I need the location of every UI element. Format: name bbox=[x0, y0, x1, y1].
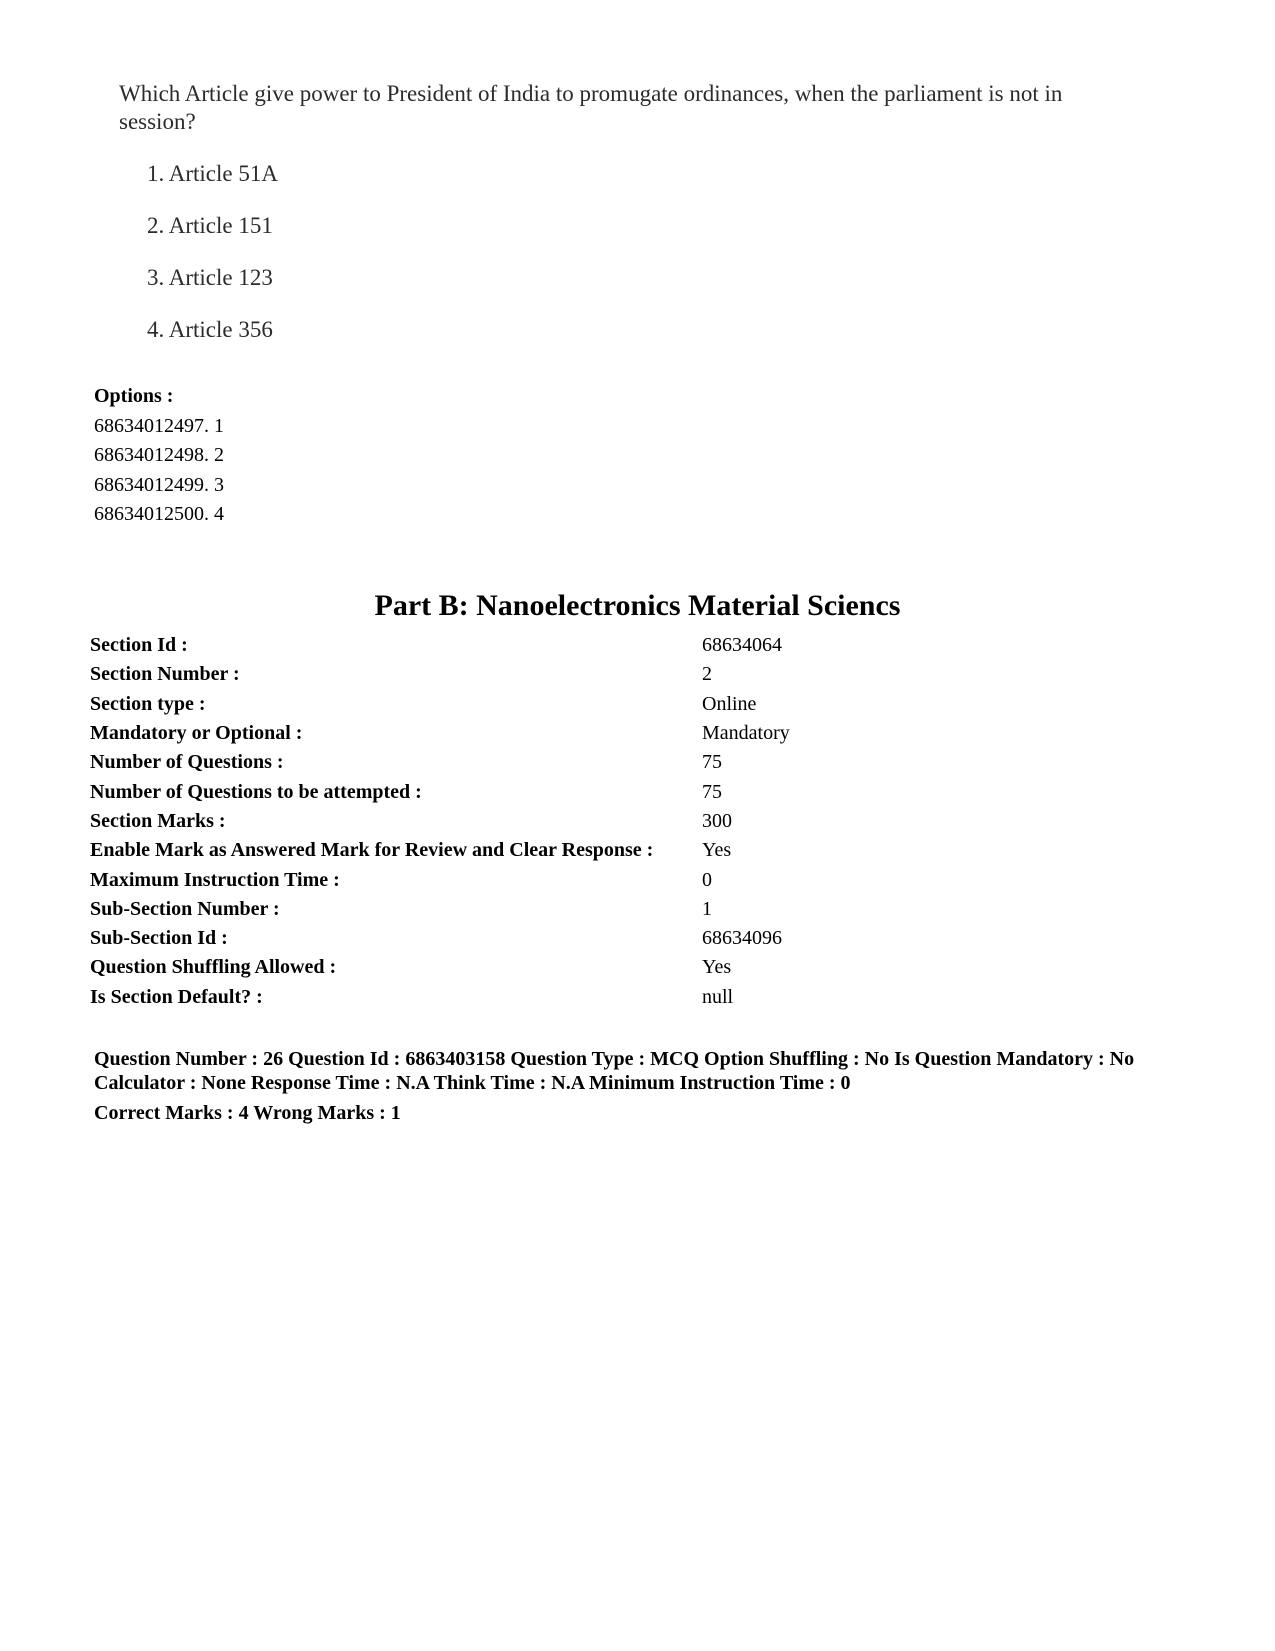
choice-item: 3. Article 123 bbox=[147, 265, 273, 290]
option-item: 68634012497. 1 bbox=[94, 414, 224, 437]
table-row bbox=[90, 748, 790, 777]
table-row bbox=[90, 895, 790, 924]
table-row bbox=[90, 983, 790, 1012]
section-info-key: Section Number : bbox=[90, 663, 240, 686]
section-info-key: Mandatory or Optional : bbox=[90, 722, 303, 745]
section-info-value: 300 bbox=[702, 809, 732, 832]
section-info-value: null bbox=[702, 985, 734, 1008]
section-info-key: Sub-Section Id : bbox=[90, 927, 228, 950]
table-row bbox=[90, 631, 790, 660]
section-info-key: Sub-Section Number : bbox=[90, 897, 280, 920]
section-info-value: 75 bbox=[702, 780, 722, 803]
choice-item: 1. Article 51A bbox=[147, 161, 278, 186]
table-row bbox=[90, 953, 790, 982]
option-item: 68634012500. 4 bbox=[94, 503, 224, 525]
options-block bbox=[94, 382, 224, 530]
option-item: 68634012498. 2 bbox=[94, 444, 224, 466]
section-info-key: Enable Mark as Answered Mark for Review and Clear Response : bbox=[90, 839, 654, 862]
section-info-key: Section Id : bbox=[90, 634, 188, 657]
table-row bbox=[90, 660, 790, 689]
section-info-key: Is Section Default? : bbox=[90, 985, 263, 1008]
table-row bbox=[90, 807, 790, 836]
table-row bbox=[90, 777, 790, 806]
section-info-value: Online bbox=[702, 692, 757, 715]
section-info-key: Number of Questions : bbox=[90, 751, 284, 774]
section-info-value: 68634064 bbox=[702, 634, 782, 657]
choice-item: 4. Article 356 bbox=[147, 317, 273, 342]
section-info-value: 68634096 bbox=[702, 927, 782, 950]
question-text: Which Article give power to President of India to promugate ordinances, when the parliament is not in session? bbox=[119, 81, 1063, 134]
section-info-value: Yes bbox=[702, 956, 732, 979]
table-row bbox=[90, 924, 790, 953]
section-info-key: Number of Questions to be attempted : bbox=[90, 780, 422, 803]
section-info-value: 2 bbox=[702, 663, 712, 686]
table-row bbox=[90, 836, 790, 865]
question-image bbox=[119, 80, 1129, 342]
section-info-key: Section Marks : bbox=[90, 809, 226, 832]
section-info-value: 75 bbox=[702, 751, 722, 774]
table-row bbox=[90, 719, 790, 748]
question-meta: Question Number : 26 Question Id : 6863403158 Question Type : MCQ Option Shuffling : No Is Question Mandatory : No Calculator : None Response Time : N.A Think Time : N.A Minimum Instruction Time : 0 bbox=[94, 1048, 1135, 1094]
table-row bbox=[90, 690, 790, 719]
section-info-key: Question Shuffling Allowed : bbox=[90, 956, 337, 979]
section-info-table bbox=[90, 631, 790, 1012]
option-item: 68634012499. 3 bbox=[94, 473, 224, 496]
section-info-value: 0 bbox=[702, 868, 712, 891]
section-info-value: 1 bbox=[702, 897, 712, 920]
marks-line: Correct Marks : 4 Wrong Marks : 1 bbox=[94, 1102, 401, 1124]
options-heading: Options : bbox=[94, 385, 174, 407]
section-info-key: Maximum Instruction Time : bbox=[90, 868, 340, 891]
section-info-value: Mandatory bbox=[702, 722, 790, 745]
table-row bbox=[90, 865, 790, 894]
section-info-key: Section type : bbox=[90, 692, 206, 715]
section-info-value: Yes bbox=[702, 839, 732, 862]
choice-item: 2. Article 151 bbox=[147, 213, 273, 238]
part-title: Part B: Nanoelectronics Material Sciencs bbox=[374, 589, 901, 622]
